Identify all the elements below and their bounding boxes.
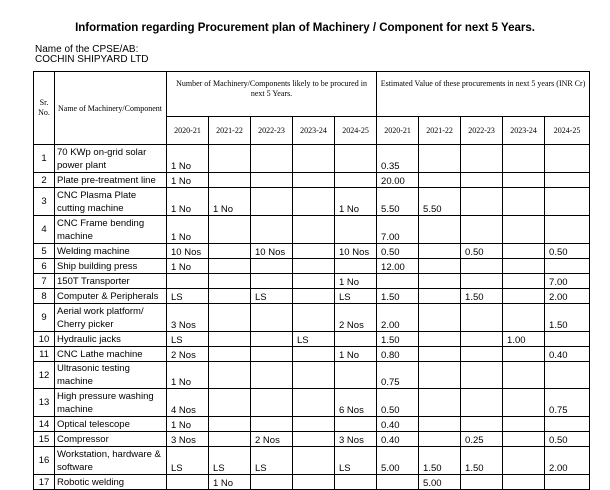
qty-cell bbox=[335, 362, 377, 389]
value-cell: 0.50 bbox=[461, 244, 503, 259]
value-cell: 5.50 bbox=[419, 188, 461, 216]
value-cell bbox=[419, 145, 461, 173]
value-cell bbox=[545, 216, 590, 244]
qty-cell bbox=[335, 145, 377, 173]
sr-cell: 11 bbox=[34, 347, 55, 362]
value-cell: 2.00 bbox=[545, 447, 590, 475]
value-cell: 0.50 bbox=[377, 389, 419, 417]
table-row bbox=[34, 274, 590, 289]
value-cell: 1.50 bbox=[419, 447, 461, 475]
value-cell bbox=[545, 362, 590, 389]
qty-cell bbox=[209, 216, 251, 244]
value-cell bbox=[545, 332, 590, 347]
page-title: Information regarding Procurement plan of Machinery / Component for next 5 Years. bbox=[75, 22, 535, 34]
value-cell: 1.50 bbox=[461, 289, 503, 304]
qty-cell bbox=[167, 274, 209, 289]
value-cell bbox=[503, 289, 545, 304]
qty-cell bbox=[251, 274, 293, 289]
qty-cell bbox=[293, 362, 335, 389]
qty-cell: 1 No bbox=[335, 188, 377, 216]
qty-cell bbox=[251, 347, 293, 362]
qty-cell bbox=[293, 417, 335, 432]
value-cell: 1.00 bbox=[503, 332, 545, 347]
value-cell bbox=[419, 362, 461, 389]
sr-cell: 8 bbox=[34, 289, 55, 304]
qty-cell bbox=[251, 173, 293, 188]
qty-cell bbox=[293, 188, 335, 216]
sr-cell: 4 bbox=[34, 216, 55, 244]
cpse-label: Name of the CPSE/AB: bbox=[35, 44, 139, 55]
sr-cell: 5 bbox=[34, 244, 55, 259]
qty-year-header: 2023-24 bbox=[293, 117, 335, 145]
qty-cell bbox=[251, 216, 293, 244]
value-cell: 0.40 bbox=[545, 347, 590, 362]
qty-cell bbox=[209, 145, 251, 173]
qty-cell bbox=[293, 216, 335, 244]
value-year-header: 2023-24 bbox=[503, 117, 545, 145]
qty-cell: 10 Nos bbox=[335, 244, 377, 259]
table-row bbox=[34, 347, 590, 362]
value-cell bbox=[419, 289, 461, 304]
sr-cell: 16 bbox=[34, 447, 55, 475]
table-row bbox=[34, 362, 590, 389]
qty-cell: 1 No bbox=[167, 145, 209, 173]
qty-cell bbox=[335, 475, 377, 490]
qty-cell bbox=[335, 259, 377, 274]
value-cell bbox=[503, 362, 545, 389]
sr-cell: 15 bbox=[34, 432, 55, 447]
value-cell: 12.00 bbox=[377, 259, 419, 274]
qty-cell bbox=[209, 173, 251, 188]
name-cell: Hydraulic jacks bbox=[55, 332, 167, 347]
name-cell: Ship building press bbox=[55, 259, 167, 274]
qty-cell: LS bbox=[293, 332, 335, 347]
value-year-header: 2022-23 bbox=[461, 117, 503, 145]
qty-cell bbox=[293, 274, 335, 289]
value-cell bbox=[419, 216, 461, 244]
name-cell: CNC Plasma Plate cutting machine bbox=[55, 188, 167, 216]
value-cell: 5.50 bbox=[377, 188, 419, 216]
qty-cell: LS bbox=[167, 289, 209, 304]
value-cell: 5.00 bbox=[377, 447, 419, 475]
value-cell bbox=[461, 362, 503, 389]
qty-cell: 3 Nos bbox=[167, 304, 209, 332]
value-group-header: Estimated Value of these procurements in next 5 years (INR Cr) bbox=[377, 72, 590, 117]
table-row bbox=[34, 259, 590, 274]
qty-cell bbox=[293, 145, 335, 173]
value-cell bbox=[503, 244, 545, 259]
qty-cell: 6 Nos bbox=[335, 389, 377, 417]
qty-cell bbox=[209, 432, 251, 447]
value-cell bbox=[503, 475, 545, 490]
qty-cell bbox=[209, 304, 251, 332]
qty-cell bbox=[293, 289, 335, 304]
value-cell bbox=[503, 274, 545, 289]
qty-cell: 1 No bbox=[335, 274, 377, 289]
value-cell: 0.40 bbox=[377, 417, 419, 432]
name-cell: CNC Lathe machine bbox=[55, 347, 167, 362]
qty-cell: 3 Nos bbox=[167, 432, 209, 447]
qty-cell: 2 Nos bbox=[251, 432, 293, 447]
value-cell bbox=[419, 173, 461, 188]
qty-cell bbox=[335, 417, 377, 432]
qty-cell: 10 Nos bbox=[251, 244, 293, 259]
name-cell: Compressor bbox=[55, 432, 167, 447]
value-cell bbox=[503, 347, 545, 362]
qty-cell: 1 No bbox=[209, 475, 251, 490]
qty-cell bbox=[293, 244, 335, 259]
value-cell: 20.00 bbox=[377, 173, 419, 188]
value-cell bbox=[419, 389, 461, 417]
value-cell bbox=[545, 173, 590, 188]
cpse-name: COCHIN SHIPYARD LTD bbox=[35, 54, 149, 65]
qty-cell bbox=[209, 332, 251, 347]
qty-cell bbox=[209, 289, 251, 304]
table-row bbox=[34, 389, 590, 417]
table-row bbox=[34, 145, 590, 173]
value-cell bbox=[461, 389, 503, 417]
value-cell bbox=[419, 432, 461, 447]
qty-year-header: 2022-23 bbox=[251, 117, 293, 145]
qty-cell bbox=[251, 362, 293, 389]
qty-cell: LS bbox=[251, 289, 293, 304]
value-cell: 0.40 bbox=[377, 432, 419, 447]
value-cell bbox=[461, 216, 503, 244]
qty-cell bbox=[209, 417, 251, 432]
qty-cell bbox=[209, 389, 251, 417]
value-year-header: 2021-22 bbox=[419, 117, 461, 145]
value-cell: 1.50 bbox=[377, 332, 419, 347]
sr-cell: 17 bbox=[34, 475, 55, 490]
qty-cell: 1 No bbox=[335, 347, 377, 362]
qty-cell: LS bbox=[209, 447, 251, 475]
value-cell bbox=[503, 173, 545, 188]
table-row bbox=[34, 173, 590, 188]
value-cell: 7.00 bbox=[377, 216, 419, 244]
qty-cell: 1 No bbox=[167, 417, 209, 432]
qty-cell bbox=[293, 389, 335, 417]
value-cell bbox=[545, 475, 590, 490]
qty-cell: 10 Nos bbox=[167, 244, 209, 259]
table-row bbox=[34, 289, 590, 304]
qty-year-header: 2021-22 bbox=[209, 117, 251, 145]
value-cell: 1.50 bbox=[545, 304, 590, 332]
value-cell: 1.50 bbox=[377, 289, 419, 304]
sr-cell: 7 bbox=[34, 274, 55, 289]
sr-cell: 9 bbox=[34, 304, 55, 332]
cpse-block bbox=[35, 45, 149, 65]
qty-cell bbox=[167, 475, 209, 490]
qty-cell: 1 No bbox=[167, 173, 209, 188]
qty-cell: LS bbox=[335, 447, 377, 475]
value-cell bbox=[419, 244, 461, 259]
value-cell: 0.25 bbox=[461, 432, 503, 447]
value-cell bbox=[419, 347, 461, 362]
qty-cell bbox=[209, 274, 251, 289]
value-cell bbox=[503, 447, 545, 475]
value-year-header: 2020-21 bbox=[377, 117, 419, 145]
value-cell bbox=[545, 259, 590, 274]
qty-cell bbox=[251, 259, 293, 274]
name-cell: Aerial work platform/ Cherry picker bbox=[55, 304, 167, 332]
value-cell bbox=[461, 145, 503, 173]
table-row bbox=[34, 332, 590, 347]
qty-cell bbox=[251, 145, 293, 173]
qty-cell: 1 No bbox=[167, 216, 209, 244]
qty-cell bbox=[209, 259, 251, 274]
name-cell: Plate pre-treatment line bbox=[55, 173, 167, 188]
sr-cell: 3 bbox=[34, 188, 55, 216]
qty-cell: 1 No bbox=[167, 188, 209, 216]
value-cell: 5.00 bbox=[419, 475, 461, 490]
qty-year-header: 2024-25 bbox=[335, 117, 377, 145]
qty-cell bbox=[335, 173, 377, 188]
qty-cell: LS bbox=[167, 447, 209, 475]
value-cell bbox=[461, 475, 503, 490]
value-cell: 7.00 bbox=[545, 274, 590, 289]
sr-cell: 14 bbox=[34, 417, 55, 432]
value-cell bbox=[461, 347, 503, 362]
value-cell bbox=[545, 145, 590, 173]
qty-cell: 4 Nos bbox=[167, 389, 209, 417]
name-cell: High pressure washing machine bbox=[55, 389, 167, 417]
table-row bbox=[34, 304, 590, 332]
name-cell: Computer & Peripherals bbox=[55, 289, 167, 304]
procurement-table bbox=[33, 71, 590, 490]
qty-cell bbox=[251, 304, 293, 332]
value-cell: 0.50 bbox=[545, 432, 590, 447]
name-cell: Workstation, hardware & software bbox=[55, 447, 167, 475]
qty-cell bbox=[293, 173, 335, 188]
qty-cell bbox=[293, 432, 335, 447]
qty-year-header: 2020-21 bbox=[167, 117, 209, 145]
value-cell bbox=[461, 274, 503, 289]
qty-cell bbox=[251, 332, 293, 347]
qty-cell: LS bbox=[251, 447, 293, 475]
value-cell: 0.50 bbox=[377, 244, 419, 259]
qty-cell: LS bbox=[167, 332, 209, 347]
name-cell: 150T Transporter bbox=[55, 274, 167, 289]
name-cell: 70 KWp on-grid solar power plant bbox=[55, 145, 167, 173]
name-cell: Optical telescope bbox=[55, 417, 167, 432]
qty-cell bbox=[209, 362, 251, 389]
table-row bbox=[34, 417, 590, 432]
value-cell bbox=[503, 389, 545, 417]
qty-cell bbox=[251, 475, 293, 490]
value-cell bbox=[461, 332, 503, 347]
qty-cell bbox=[293, 259, 335, 274]
qty-cell bbox=[293, 304, 335, 332]
qty-cell bbox=[293, 347, 335, 362]
value-cell bbox=[461, 417, 503, 432]
name-cell: Ultrasonic testing machine bbox=[55, 362, 167, 389]
value-cell: 0.50 bbox=[545, 244, 590, 259]
value-cell: 2.00 bbox=[545, 289, 590, 304]
sr-cell: 2 bbox=[34, 173, 55, 188]
sr-header: Sr. No. bbox=[34, 72, 55, 145]
sr-cell: 1 bbox=[34, 145, 55, 173]
qty-cell bbox=[251, 188, 293, 216]
table-row bbox=[34, 432, 590, 447]
qty-cell: 3 Nos bbox=[335, 432, 377, 447]
qty-cell bbox=[335, 216, 377, 244]
name-cell: Robotic welding bbox=[55, 475, 167, 490]
value-year-header: 2024-25 bbox=[545, 117, 590, 145]
value-cell bbox=[503, 417, 545, 432]
qty-cell: 1 No bbox=[167, 362, 209, 389]
value-cell bbox=[503, 304, 545, 332]
qty-cell: 1 No bbox=[167, 259, 209, 274]
value-cell bbox=[503, 188, 545, 216]
value-cell bbox=[461, 173, 503, 188]
value-cell bbox=[503, 259, 545, 274]
value-cell bbox=[419, 274, 461, 289]
value-cell bbox=[461, 188, 503, 216]
value-cell bbox=[377, 274, 419, 289]
value-cell bbox=[461, 304, 503, 332]
value-cell bbox=[503, 432, 545, 447]
value-cell: 0.75 bbox=[545, 389, 590, 417]
value-cell bbox=[377, 475, 419, 490]
qty-cell bbox=[335, 332, 377, 347]
value-cell: 0.80 bbox=[377, 347, 419, 362]
sr-cell: 12 bbox=[34, 362, 55, 389]
qty-cell bbox=[209, 347, 251, 362]
qty-cell: 2 Nos bbox=[335, 304, 377, 332]
qty-cell bbox=[251, 389, 293, 417]
sr-cell: 13 bbox=[34, 389, 55, 417]
value-cell bbox=[461, 259, 503, 274]
table-row bbox=[34, 447, 590, 475]
value-cell bbox=[503, 216, 545, 244]
value-cell bbox=[419, 259, 461, 274]
value-cell: 0.75 bbox=[377, 362, 419, 389]
value-cell bbox=[545, 188, 590, 216]
qty-cell bbox=[209, 244, 251, 259]
sr-cell: 6 bbox=[34, 259, 55, 274]
qty-group-header: Number of Machinery/Components likely to be procured in next 5 Years. bbox=[167, 72, 377, 117]
value-cell bbox=[419, 304, 461, 332]
value-cell bbox=[419, 417, 461, 432]
qty-cell: 1 No bbox=[209, 188, 251, 216]
table-row bbox=[34, 216, 590, 244]
table-row bbox=[34, 188, 590, 216]
value-cell bbox=[545, 417, 590, 432]
name-cell: CNC Frame bending machine bbox=[55, 216, 167, 244]
value-cell: 1.50 bbox=[461, 447, 503, 475]
value-cell: 0.35 bbox=[377, 145, 419, 173]
qty-cell bbox=[293, 475, 335, 490]
qty-cell bbox=[293, 447, 335, 475]
qty-cell: 2 Nos bbox=[167, 347, 209, 362]
value-cell bbox=[503, 145, 545, 173]
qty-cell bbox=[251, 417, 293, 432]
qty-cell: LS bbox=[335, 289, 377, 304]
name-header: Name of Machinery/Component bbox=[55, 72, 167, 145]
sr-cell: 10 bbox=[34, 332, 55, 347]
table-row bbox=[34, 475, 590, 490]
name-cell: Welding machine bbox=[55, 244, 167, 259]
value-cell: 2.00 bbox=[377, 304, 419, 332]
value-cell bbox=[419, 332, 461, 347]
table-row bbox=[34, 244, 590, 259]
